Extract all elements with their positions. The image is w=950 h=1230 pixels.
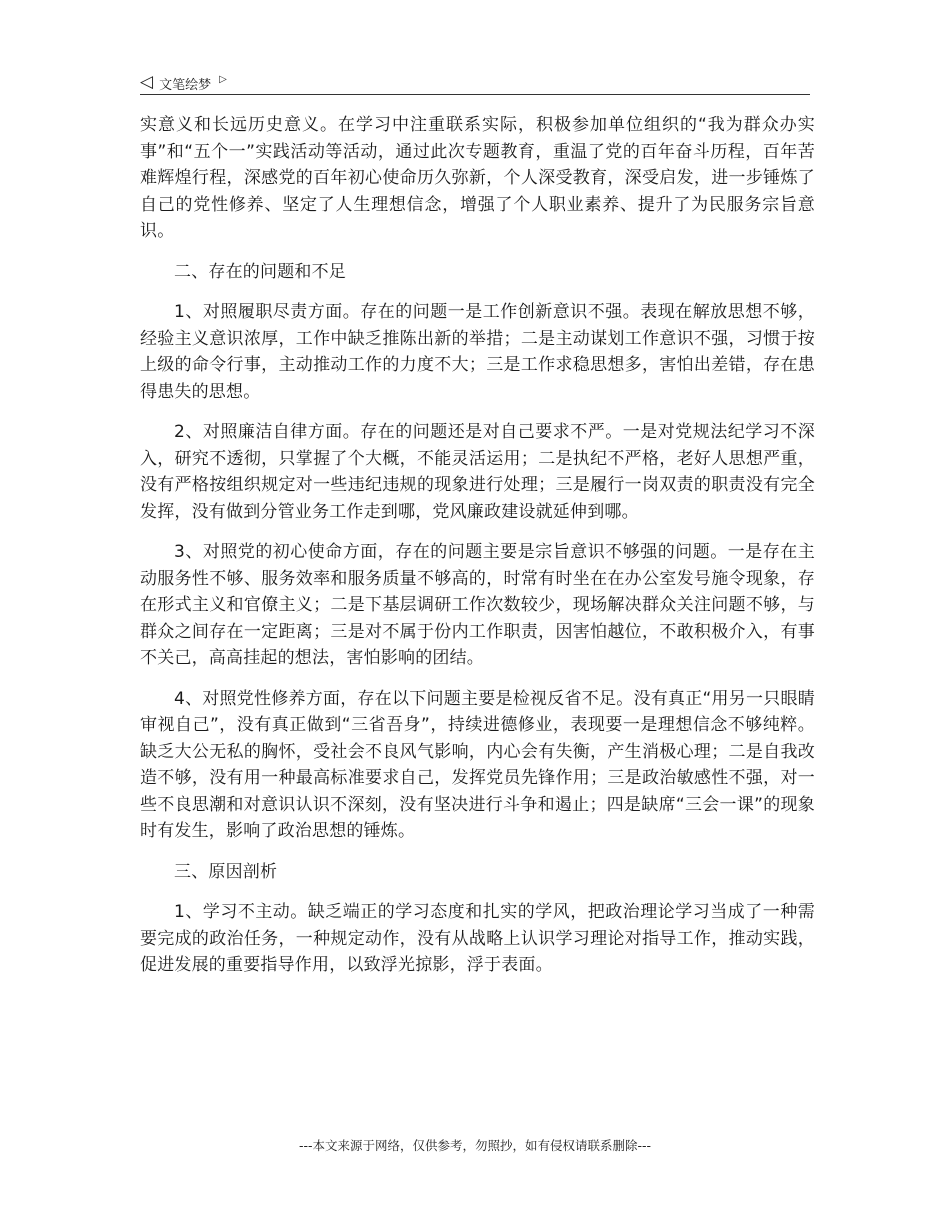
header-title: 文笔绘梦 [159,77,212,93]
section-heading-causes: 三、原因剖析 [174,861,278,882]
paragraph-continuation: 实意义和长远历史意义。在学习中注重联系实际，积极参加单位组织的“我为群众办实事”和“五个一”实践活动等活动，通过此次专题教育，重温了党的百年奋斗历程，百年苦难辉煌行程，深感党的百年初心使命历久弥新，个人深受教育，深受启发，进一步锤炼了自己的党性修养、坚定了人生理想信念，增强了个人职业素养、提升了为民服务宗旨意识。 [140,115,815,241]
paragraph-duty: 1、对照履职尽责方面。存在的问题一是工作创新意识不强。表现在解放思想不够，经验主义意识浓厚，工作中缺乏推陈出新的举措；二是主动谋划工作意识不强，习惯于按上级的命令行事，主动推动工作的力度不大；三是工作求稳思想多，害怕出差错，存在患得患失的思想。 [140,302,815,402]
section-heading-problems: 二、存在的问题和不足 [174,261,346,282]
header-divider [140,94,810,95]
paragraph-mission: 3、对照党的初心使命方面，存在的问题主要是宗旨意识不够强的问题。一是存在主动服务性不够、服务效率和服务质量不够高的，时常有时坐在在办公室发号施令现象，存在形式主义和官僚主义；二是下基层调研工作次数较少，现场解决群众关注问题不够，与群众之间存在一定距离；三是对不属于份内工作职责，因害怕越位，不敢积极介入，有事不关己，高高挂起的想法，害怕影响的团结。 [140,542,815,668]
page-header [140,72,810,94]
paragraph-integrity: 2、对照廉洁自律方面。存在的问题还是对自己要求不严。一是对党规法纪学习不深入，研究不透彻，只掌握了个大概，不能灵活运用；二是执纪不严格，老好人思想严重，没有严格按组织规定对一些违纪违规的现象进行处理；三是履行一岗双责的职责没有完全发挥，没有做到分管业务工作走到哪，党风廉政建设就延伸到哪。 [140,422,815,522]
triangle-left-icon: ◁ [140,71,154,92]
paragraph-party-spirit: 4、对照党性修养方面，存在以下问题主要是检视反省不足。没有真正“用另一只眼睛审视自己”，没有真正做到“三省吾身”，持续进德修业，表现要一是理想信念不够纯粹。缺乏大公无私的胸怀，受社会不良风气影响，内心会有失衡，产生消极心理；二是自我改造不够，没有用一种最高标准要求自己，发挥党员先锋作用；三是政治敏感性不强，对一些不良思潮和对意识认识不深刻，没有坚决进行斗争和遏止；四是缺席“三会一课”的现象时有发生，影响了政治思想的锤炼。 [140,688,815,841]
triangle-right-icon: ▷ [219,74,227,85]
document-body [140,112,815,993]
page-footer: ---本文来源于网络，仅供参考，勿照抄，如有侵权请联系删除--- [298,1138,652,1153]
paragraph-study: 1、学习不主动。缺乏端正的学习态度和扎实的学风，把政治理论学习当成了一种需要完成的政治任务，一种规定动作，没有从战略上认识学习理论对指导工作，推动实践，促进发展的重要指导作用，以致浮光掠影，浮于表面。 [140,902,815,975]
